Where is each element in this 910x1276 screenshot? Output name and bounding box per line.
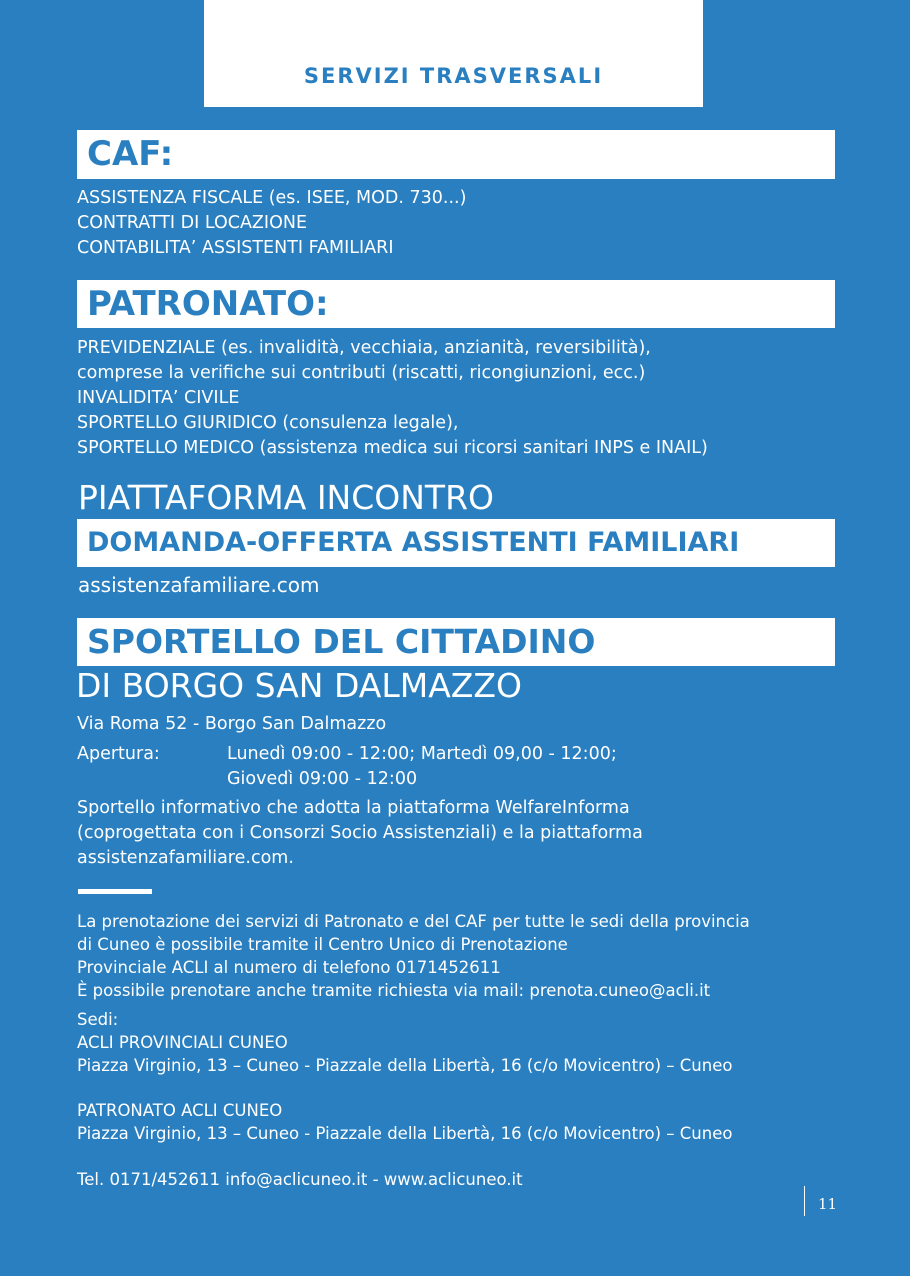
sportello-heading: SPORTELLO DEL CITTADINO (87, 622, 596, 661)
patronato-list (77, 336, 708, 461)
caf-item: CONTRATTI DI LOCAZIONE (77, 213, 307, 233)
patronato-heading: PATRONATO: (87, 284, 329, 324)
office-name: PATRONATO ACLI CUNEO (77, 1101, 283, 1120)
patronato-item: SPORTELLO GIURIDICO (consulenza legale), (77, 413, 459, 433)
opening-line: Lunedì 09:00 - 12:00; Martedì 09,00 - 12:00; (227, 744, 617, 764)
patronato-item: SPORTELLO MEDICO (assistenza medica sui ricorsi sanitari INPS e INAIL) (77, 438, 708, 458)
divider (78, 889, 152, 894)
section-title: SERVIZI TRASVERSALI (303, 64, 604, 88)
page-number-bar (804, 1186, 805, 1216)
booking-line: Provinciale ACLI al numero di telefono 0171452611 (77, 958, 501, 977)
booking-line: di Cuneo è possibile tramite il Centro Unico di Prenotazione (77, 935, 568, 954)
office-block (77, 1099, 732, 1145)
page-number: 11 (818, 1195, 838, 1213)
header-tab (204, 0, 703, 107)
office-address: Piazza Virginio, 13 – Cuneo - Piazzale della Libertà, 16 (c/o Movicentro) – Cuneo (77, 1056, 733, 1075)
sedi-label: Sedi: (77, 1010, 119, 1029)
office-name: ACLI PROVINCIALI CUNEO (77, 1033, 288, 1052)
piattaforma-heading: PIATTAFORMA INCONTRO (78, 478, 494, 517)
sportello-address: Via Roma 52 - Borgo San Dalmazzo (77, 714, 387, 734)
patronato-item: PREVIDENZIALE (es. invalidità, vecchiaia, anzianità, reversibilità), (77, 338, 651, 358)
caf-heading-band (77, 130, 835, 179)
booking-line: La prenotazione dei servizi di Patronato e del CAF per tutte le sedi della provincia (77, 912, 750, 931)
booking-info (77, 910, 750, 1002)
piattaforma-subheading-band (77, 519, 835, 567)
sportello-description (77, 796, 643, 871)
piattaforma-website-link[interactable]: assistenzafamiliare.com (78, 573, 320, 597)
caf-list (77, 186, 466, 261)
patronato-item: INVALIDITA’ CIVILE (77, 388, 240, 408)
description-line: Sportello informativo che adotta la piattaforma WelfareInforma (77, 798, 630, 818)
description-line: (coprogettata con i Consorzi Socio Assistenziali) e la piattaforma (77, 823, 643, 843)
description-line: assistenzafamiliare.com. (77, 848, 294, 868)
sportello-subheading: DI BORGO SAN DALMAZZO (76, 666, 522, 705)
caf-heading: CAF: (87, 134, 174, 174)
caf-item: ASSISTENZA FISCALE (es. ISEE, MOD. 730...) (77, 188, 467, 208)
sportello-opening-label: Apertura: (77, 744, 160, 764)
sportello-opening-hours (227, 742, 617, 792)
caf-item: CONTABILITA’ ASSISTENTI FAMILIARI (77, 238, 394, 258)
contact-info: Tel. 0171/452611 info@aclicuneo.it - www.aclicuneo.it (77, 1170, 523, 1189)
sportello-heading-band (77, 618, 835, 666)
opening-line: Giovedì 09:00 - 12:00 (227, 769, 418, 789)
patronato-item: comprese la verifiche sui contributi (riscatti, ricongiunzioni, ecc.) (77, 363, 646, 383)
piattaforma-subheading: DOMANDA-OFFERTA ASSISTENTI FAMILIARI (87, 527, 740, 558)
patronato-heading-band (77, 280, 835, 328)
booking-line: È possibile prenotare anche tramite richiesta via mail: prenota.cuneo@acli.it (77, 981, 711, 1000)
sedi-section (77, 1008, 732, 1077)
office-address: Piazza Virginio, 13 – Cuneo - Piazzale della Libertà, 16 (c/o Movicentro) – Cuneo (77, 1124, 733, 1143)
